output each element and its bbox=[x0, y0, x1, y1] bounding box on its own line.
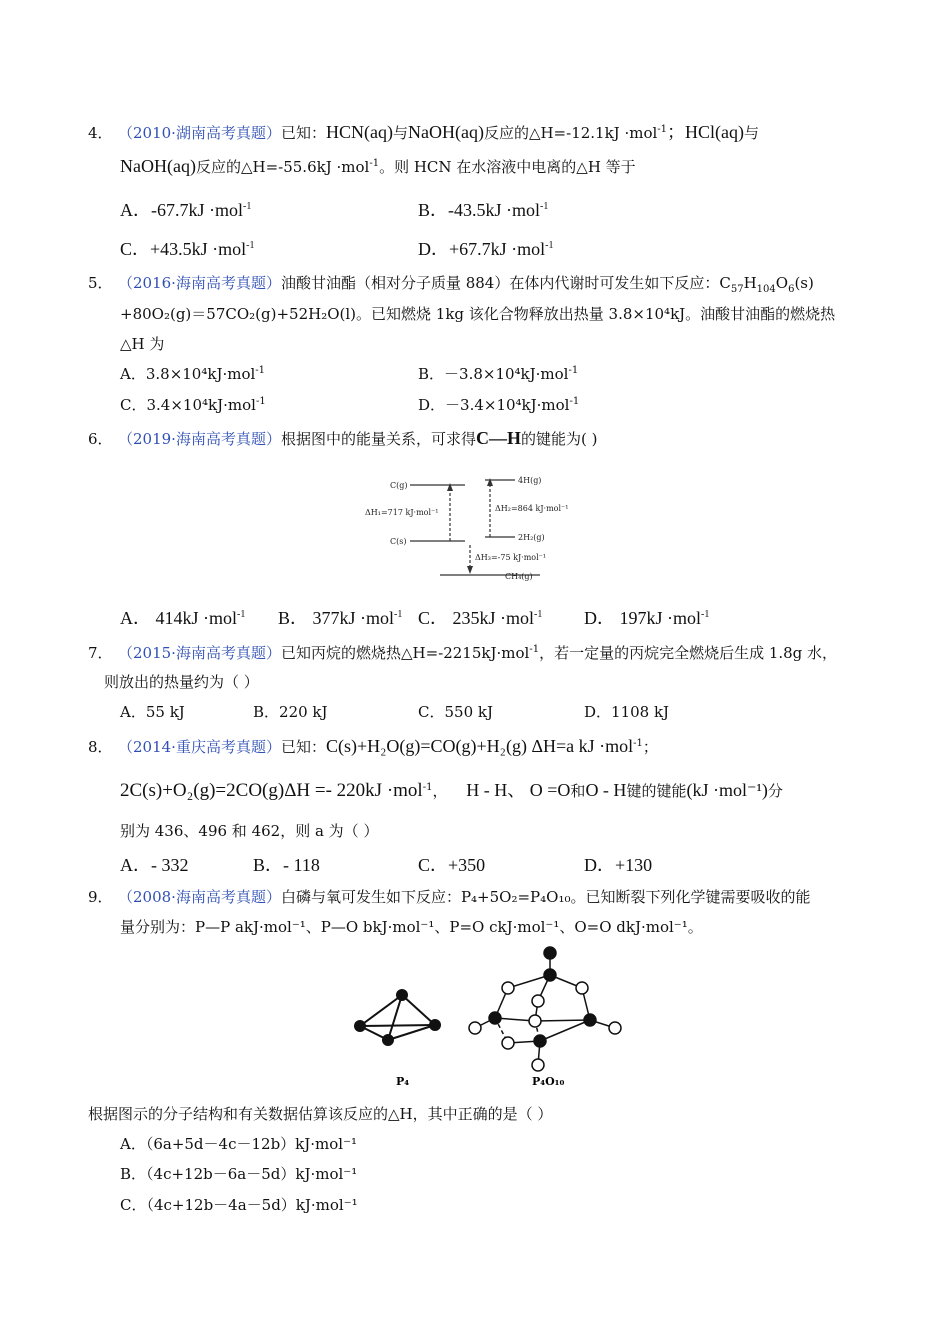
q8-option-a[interactable]: A．- 332 bbox=[120, 855, 189, 875]
q8-equation-1: C(s)+H₂O(g)=CO(g)+H₂(g) ΔH=a kJ ·mol bbox=[325, 736, 634, 756]
q6-bond: C—H bbox=[475, 428, 521, 448]
q7-text: 已知丙烷的燃烧热△H=-2215kJ·mol bbox=[280, 644, 530, 662]
q6-option-b[interactable]: B． 377kJ ·mol$^{-1}$ bbox=[278, 608, 403, 628]
q5-option-d[interactable]: D．－3.4×10⁴kJ·mol$^{-1}$ bbox=[418, 396, 580, 414]
q7-option-a[interactable]: A．55 kJ bbox=[120, 703, 185, 721]
q7-line2: 则放出的热量约为（ ） bbox=[104, 673, 259, 691]
q8-option-b[interactable]: B．- 118 bbox=[253, 855, 320, 875]
q4-number: 4． bbox=[88, 124, 113, 142]
q4-text: 。则 HCN 在水溶液中电离的△H 等于 bbox=[379, 158, 636, 176]
q5-line1: 5． （2016·海南高考真题）油酸甘油酯（相对分子质量 884）在体内代谢时可发生如下反应：$C_{57}H_{104}O_6(s)$ bbox=[88, 274, 814, 295]
q9-option-b[interactable]: B．（4c+12b－6a－5d）kJ·mol⁻¹ bbox=[120, 1165, 358, 1183]
q9-option-c[interactable]: C．（4c+12b－4a－5d）kJ·mol⁻¹ bbox=[120, 1196, 358, 1214]
q5-text: 油酸甘油酯（相对分子质量 884）在体内代谢时可发生如下反应：C bbox=[280, 274, 731, 292]
q8-number: 8． bbox=[88, 738, 113, 756]
label-p4o10: P₄O₁₀ bbox=[532, 1075, 565, 1088]
label-dh2: ΔH₂=864 kJ·mol⁻¹ bbox=[495, 504, 569, 513]
label-4h: 4H(g) bbox=[518, 476, 542, 485]
q6-line1 bbox=[88, 428, 597, 449]
q6-number: 6． bbox=[88, 430, 113, 448]
q5-line3: △H 为 bbox=[120, 335, 165, 353]
q7-source: （2015·海南高考真题） bbox=[118, 644, 281, 662]
q8-equation-2: 2C(s)+O₂(g)=2CO(g)ΔH =- 220kJ ·mol bbox=[120, 780, 423, 801]
q9-line3: 根据图示的分子结构和有关数据估算该反应的△H，其中正确的是（ ） bbox=[88, 1105, 553, 1123]
molecule-structures bbox=[350, 943, 650, 1093]
q4-option-b[interactable]: B．-43.5kJ ·mol$^{-1}$ bbox=[418, 200, 549, 220]
q8-text: 已知： bbox=[280, 738, 326, 756]
label-ch4: CH₄(g) bbox=[505, 572, 533, 581]
q9-option-a[interactable]: A．（6a+5d－4c－12b）kJ·mol⁻¹ bbox=[120, 1135, 358, 1153]
q8-source: （2014·重庆高考真题） bbox=[118, 738, 281, 756]
q8-line2: 2C(s)+O₂(g)=2CO(g)ΔH =- 220kJ ·mol$^{-1}$， H - H、 O =O和O - H键的键能(kJ ·mol⁻¹)分 bbox=[120, 780, 783, 801]
q6-option-d[interactable]: D． 197kJ ·mol$^{-1}$ bbox=[584, 608, 710, 628]
q4-option-a[interactable]: A．-67.7kJ ·mol$^{-1}$ bbox=[120, 200, 252, 220]
q7-text: ，若一定量的丙烷完全燃烧后生成 1.8g 水， bbox=[539, 644, 838, 662]
q5-number: 5． bbox=[88, 274, 113, 292]
q7-number: 7． bbox=[88, 644, 113, 662]
q9-text: 白磷与氧可发生如下反应：P₄+5O₂=P₄O₁₀。已知断裂下列化学键需要吸收的能 bbox=[280, 888, 811, 906]
q4-option-c[interactable]: C．+43.5kJ ·mol$^{-1}$ bbox=[120, 239, 255, 259]
q7-option-c[interactable]: C．550 kJ bbox=[418, 703, 493, 721]
label-p4: P₄ bbox=[396, 1075, 410, 1088]
q4-line1 bbox=[88, 118, 759, 144]
q8-unit: (kJ ·mol⁻¹) bbox=[686, 780, 768, 800]
q9-source: （2008·海南高考真题） bbox=[118, 888, 281, 906]
q8-bonds: H - H、 O =O bbox=[466, 780, 571, 800]
q4-formula: NaOH(aq) bbox=[120, 156, 196, 176]
q4-sup: -1 bbox=[369, 158, 380, 169]
label-2h2: 2H₂(g) bbox=[518, 533, 545, 542]
p4o10-molecule bbox=[475, 953, 615, 1065]
p4-molecule bbox=[360, 995, 435, 1040]
q7-option-d[interactable]: D．1108 kJ bbox=[584, 703, 670, 721]
q6-option-c[interactable]: C． 235kJ ·mol$^{-1}$ bbox=[418, 608, 543, 628]
q9-number: 9． bbox=[88, 888, 113, 906]
q5-line2: +80O₂(g)＝57CO₂(g)+52H₂O(l)。已知燃烧 1kg 该化合物释放出热量 3.8×10⁴kJ。油酸甘油酯的燃烧热 bbox=[120, 305, 836, 323]
label-dh3: ΔH₃=-75 kJ·mol⁻¹ bbox=[475, 553, 547, 562]
q4-formula: ；HCl(aq) bbox=[667, 122, 745, 142]
q4-sup: -1 bbox=[657, 124, 668, 135]
label-cg: C(g) bbox=[390, 481, 408, 490]
q6-text: 的键能为( ) bbox=[520, 430, 598, 448]
q8-line1: 8． （2014·重庆高考真题）已知：C(s)+H₂O(g)=CO(g)+H₂(g) ΔH=a kJ ·mol$^{-1}$； bbox=[88, 736, 658, 756]
q7-line1: 7． （2015·海南高考真题）已知丙烷的燃烧热△H=-2215kJ·mol$^{-1}$，若一定量的丙烷完全燃烧后生成 1.8g 水， bbox=[88, 644, 838, 662]
q4-option-d[interactable]: D．+67.7kJ ·mol$^{-1}$ bbox=[418, 239, 554, 259]
q7-option-b[interactable]: B．220 kJ bbox=[253, 703, 328, 721]
q5-option-c[interactable]: C．3.4×10⁴kJ·mol$^{-1}$ bbox=[120, 396, 266, 414]
q4-text: 与 bbox=[392, 124, 408, 142]
q4-formula: NaOH(aq) bbox=[407, 122, 484, 142]
q4-text: 与 bbox=[744, 124, 760, 142]
q8-option-d[interactable]: D．+130 bbox=[584, 855, 653, 875]
q9-line2: 量分别为：P—P akJ·mol⁻¹、P—O bkJ·mol⁻¹、P=O ckJ·mol⁻¹、O=O dkJ·mol⁻¹。 bbox=[120, 918, 703, 936]
q5-option-b[interactable]: B．－3.8×10⁴kJ·mol$^{-1}$ bbox=[418, 365, 579, 383]
q5-option-a[interactable]: A．3.8×10⁴kJ·mol$^{-1}$ bbox=[120, 365, 266, 383]
q6-source: （2019·海南高考真题） bbox=[118, 430, 281, 448]
q6-option-a[interactable]: A． 414kJ ·mol$^{-1}$ bbox=[120, 608, 246, 628]
energy-diagram bbox=[355, 465, 595, 590]
label-cs: C(s) bbox=[390, 537, 407, 546]
q4-text: 反应的△H=-12.1kJ ·mol bbox=[483, 124, 658, 142]
q8-option-c[interactable]: C．+350 bbox=[418, 855, 486, 875]
q4-text: 反应的△H=-55.6kJ ·mol bbox=[195, 158, 370, 176]
label-dh1: ΔH₁=717 kJ·mol⁻¹ bbox=[365, 508, 439, 517]
q9-line1 bbox=[88, 886, 810, 907]
q4-formula: HCN(aq) bbox=[325, 122, 393, 142]
q8-bond-oh: O - H bbox=[585, 780, 627, 800]
q5-source: （2016·海南高考真题） bbox=[118, 274, 281, 292]
q4-text: 已知： bbox=[280, 124, 326, 142]
q4-line2 bbox=[120, 156, 636, 177]
q4-source: （2010·湖南高考真题） bbox=[118, 124, 281, 142]
q8-line3: 别为 436、496 和 462，则 a 为（ ） bbox=[120, 822, 379, 840]
q6-text: 根据图中的能量关系，可求得 bbox=[280, 430, 476, 448]
